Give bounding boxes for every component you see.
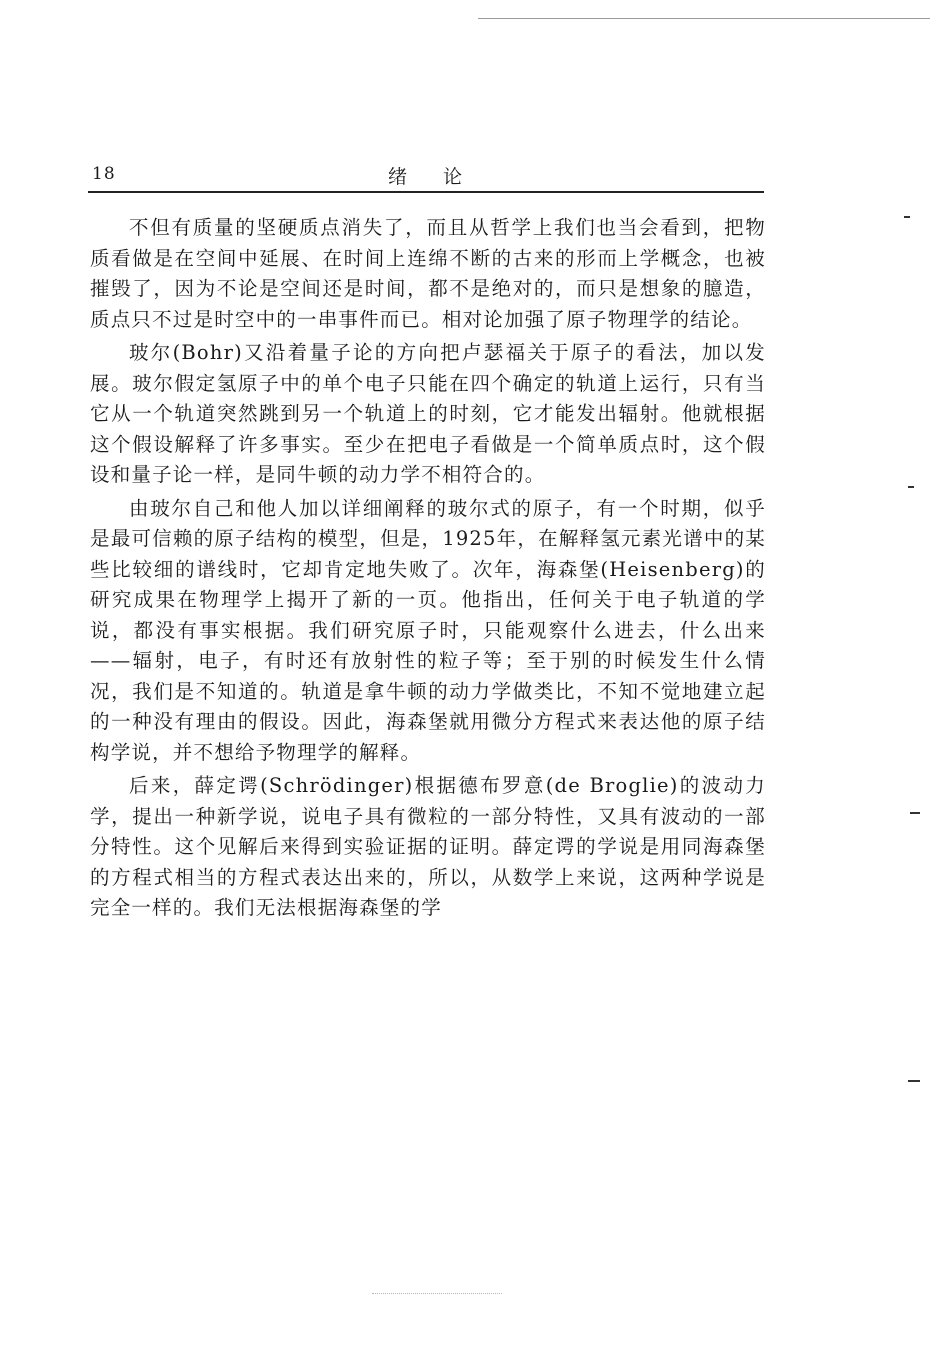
- body-text: [90, 213, 766, 924]
- top-scan-rule: [478, 18, 930, 19]
- chapter-title: 绪论: [388, 166, 499, 188]
- paragraph-2: 玻尔(Bohr)又沿着量子论的方向把卢瑟福关于原子的看法，加以发展。玻尔假定氢原子中的单个电子只能在四个确定的轨道上运行，只有当它从一个轨道突然跳到另一个轨道上的时刻，它才能发出辐射。他就根据这个假设解释了许多事实。至少在把电子看做是一个简单质点时，这个假设和量子论一样，是同牛顿的动力学不相符合的。: [90, 341, 766, 486]
- running-header: [88, 160, 764, 194]
- paragraph-3: 由玻尔自己和他人加以详细阐释的玻尔式的原子，有一个时期，似乎是最可信赖的原子结构的模型，但是，1925年，在解释氢元素光谱中的某些比较细的谱线时，它却肯定地失败了。次年，海森堡(Heisenberg)的研究成果在物理学上揭开了新的一页。他指出，任何关于电子轨道的学说，都没有事实根据。我们研究原子时，只能观察什么进去，什么出来——辐射，电子，有时还有放射性的粒子等；至于别的时候发生什么情况，我们是不知道的。轨道是拿牛顿的动力学做类比，不知不觉地建立起的一种没有理由的假设。因此，海森堡就用微分方程式来表达他的原子结构学说，并不想给予物理学的解释。: [90, 496, 766, 764]
- bottom-scan-marks: [372, 1293, 502, 1294]
- page-number: 18: [92, 164, 116, 184]
- header-rule: [88, 191, 764, 193]
- margin-mark: [908, 1080, 920, 1082]
- margin-mark: [904, 216, 910, 218]
- margin-mark: [910, 812, 920, 814]
- paragraph-4: 后来，薛定谔(Schrödinger)根据德布罗意(de Broglie)的波动力学，提出一种新学说，说电子具有微粒的一部分特性，又具有波动的一部分特性。这个见解后来得到实验证据的证明。薛定谔的学说是用同海森堡的方程式相当的方程式表达出来的，所以，从数学上来说，这两种学说是完全一样的。我们无法根据海森堡的学: [90, 774, 766, 919]
- margin-mark: [908, 486, 914, 488]
- paragraph-1: 不但有质量的坚硬质点消失了，而且从哲学上我们也当会看到，把物质看做是在空间中延展、在时间上连绵不断的古来的形而上学概念，也被摧毁了，因为不论是空间还是时间，都不是绝对的，而只是想象的臆造，质点只不过是时空中的一串事件而已。相对论加强了原子物理学的结论。: [90, 216, 766, 331]
